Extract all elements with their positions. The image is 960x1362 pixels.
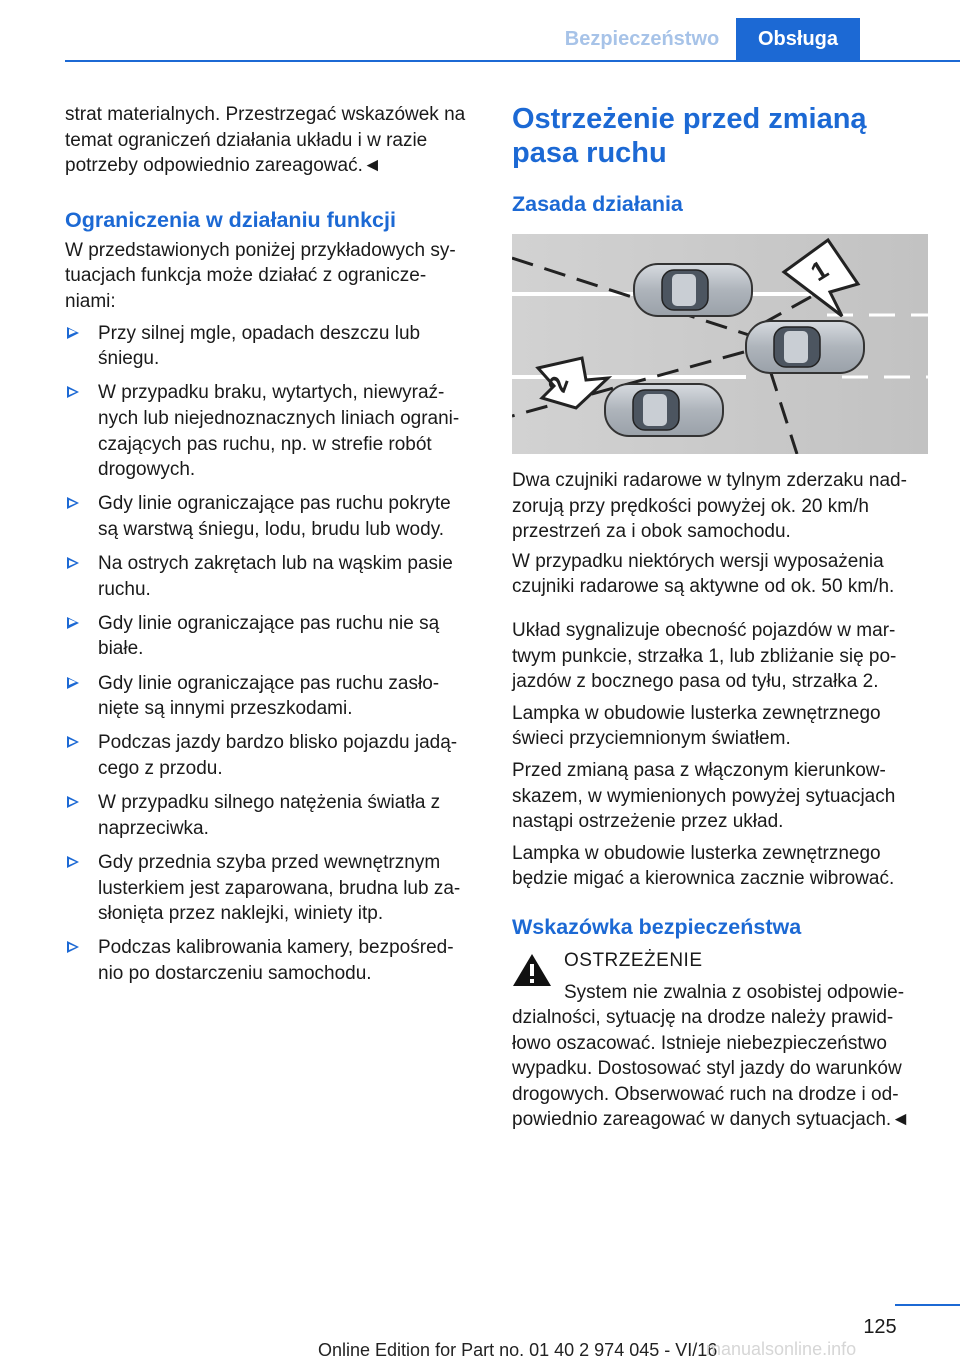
bullet-arrow-icon <box>67 796 79 808</box>
list-item-text: Gdy linie ograniczające pas ruchu nie są białe. <box>98 612 440 660</box>
header-rule <box>65 60 960 62</box>
body-paragraph: Przed zmianą pasa z włączonym kierunkow‐skazem, w wymienionych powyżej sytuacjach nastąpi ostrzeżenie przez układ. <box>512 759 896 833</box>
list-item-text: Podczas jazdy bardzo blisko pojazdu jadą‐cego z przodu. <box>98 732 458 780</box>
body-paragraph: Układ sygnalizuje obecność pojazdów w mar‐twym punkcie, strzałka 1, lub zbliżanie się po‐jazdów z bocznego pasa od tyłu, strzałka 2. <box>512 619 897 693</box>
list-item <box>65 850 475 927</box>
car-upper-lane <box>634 264 752 316</box>
limitations-lead: W przedstawionych poniżej przykładowych sy‐tuacjach funkcja może działać z ogranicze‐niami: <box>65 239 456 312</box>
bullet-arrow-icon <box>67 736 79 748</box>
list-item-text: W przypadku braku, wytartych, niewyraź‐nych lub niejednoznacznych liniach ograni‐czających pas ruchu, np. w strefie robót drogowych. <box>98 382 460 481</box>
car-lower-lane <box>605 384 723 436</box>
list-item <box>65 491 475 542</box>
list-item-text: Na ostrych zakrętach lub na wąskim pasie ruchu. <box>98 553 453 600</box>
left-column <box>65 102 475 995</box>
list-item-text: Podczas kalibrowania kamery, bezpośred‐nio po dostarczeniu samochodu. <box>98 937 454 984</box>
warning-text: System nie zwalnia z osobistej odpowie‐dzialności, sytuację na drodze należy prawid‐łowo oszacować. Istnieje niebezpieczeństwo wypadku. Dostosować styl jazdy do warunków drogowych. Obserwować ruch na drodze i od‐powiednio zareagować w danych sytuacjach.◄ <box>512 981 910 1131</box>
body-paragraph: Dwa czujniki radarowe w tylnym zderzaku nad‐zorują przy prędkości powyżej ok. 20 km/h przestrzeń za i obok samochodu. <box>512 470 907 543</box>
list-item <box>65 730 475 781</box>
limitations-heading: Ograniczenia w działaniu funkcji <box>65 207 396 232</box>
arrow-1-label: 1 <box>805 253 834 288</box>
body-paragraph: Lampka w obudowie lusterka zewnętrznego będzie migać a kierownica zacznie wibrować. <box>512 842 895 890</box>
intro-paragraph: strat materialnych. Przestrzegać wskazówek na temat ograniczeń działania układu i w razie potrzeby odpowiednio zareagować.◄ <box>65 104 466 177</box>
safety-heading: Wskazówka bezpieczeństwa <box>512 914 802 939</box>
warning-block <box>512 948 932 1133</box>
list-item <box>65 551 475 602</box>
own-car <box>746 321 864 373</box>
warning-title: OSTRZEŻENIE <box>564 949 703 971</box>
bullet-arrow-icon <box>67 856 79 868</box>
body-paragraph: Lampka w obudowie lusterka zewnętrznego świeci przyciemnionym światłem. <box>512 702 881 750</box>
bullet-arrow-icon <box>67 497 79 509</box>
edition-note: Online Edition for Part no. 01 40 2 974 045 - VI/16 <box>318 1340 718 1360</box>
section-tab[interactable]: Bezpieczeństwo <box>564 27 720 50</box>
list-item <box>65 321 475 372</box>
chapter-tab[interactable]: Obsługa <box>736 18 860 60</box>
watermark: manualsonline.info <box>706 1339 857 1359</box>
bullet-arrow-icon <box>67 557 79 569</box>
list-item-text: Gdy linie ograniczające pas ruchu pokryte są warstwą śniegu, lodu, brudu lub wody. <box>98 493 451 540</box>
body-paragraph: W przypadku niektórych wersji wyposażenia czujniki radarowe są aktywne od ok. 50 km/h. <box>512 550 895 598</box>
list-item <box>65 790 475 841</box>
list-item-text: Gdy przednia szyba przed wewnętrznym lusterkiem jest zaparowana, brudna lub za‐słonięta przez naklejki, winiety itp. <box>98 852 461 925</box>
bullet-arrow-icon <box>67 327 79 339</box>
description-block <box>512 468 932 892</box>
right-column <box>512 102 932 1133</box>
list-item <box>65 935 475 986</box>
page-number: 125 <box>863 1316 897 1338</box>
list-item-text: Gdy linie ograniczające pas ruchu zasło‐nięte są innymi przeszkodami. <box>98 672 440 720</box>
warning-triangle-icon <box>512 952 552 988</box>
principle-heading: Zasada działania <box>512 192 683 216</box>
lane-change-illustration <box>512 234 928 454</box>
list-item <box>65 611 475 662</box>
bullet-arrow-icon <box>67 617 79 629</box>
arrow-2-label: 2 <box>541 372 575 397</box>
limitations-list <box>65 321 475 987</box>
section-title: Ostrzeżenie przed zmianą pasa ruchu <box>512 103 867 169</box>
list-item-text: Przy silnej mgle, opadach deszczu lub śniegu. <box>98 322 421 370</box>
bullet-arrow-icon <box>67 677 79 689</box>
page-header <box>0 0 960 62</box>
bullet-arrow-icon <box>67 386 79 398</box>
list-item <box>65 671 475 722</box>
list-item <box>65 380 475 482</box>
footer-rule <box>895 1304 960 1306</box>
bullet-arrow-icon <box>67 941 79 953</box>
list-item-text: W przypadku silnego natężenia światła z naprzeciwka. <box>98 792 441 839</box>
